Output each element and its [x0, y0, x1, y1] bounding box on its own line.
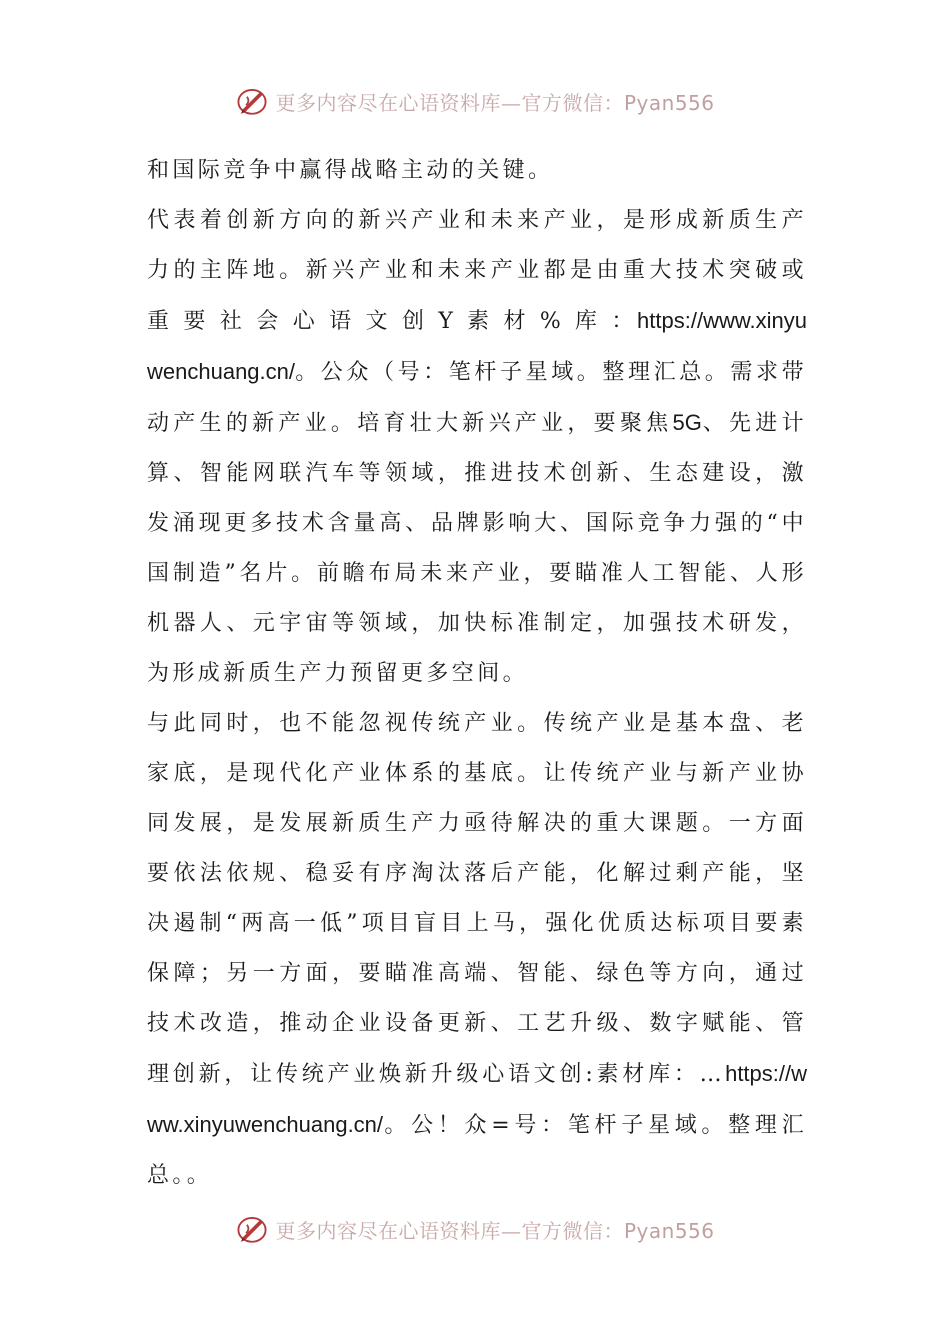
url-link[interactable]: https://www.xinyuwenchuang.cn/ [147, 1061, 807, 1137]
footer-watermark [0, 1212, 950, 1246]
document-body [147, 146, 807, 1201]
header-watermark [0, 84, 950, 118]
footer-wechat-id: Pyan556 [623, 1218, 715, 1243]
url-link[interactable]: https://www.xinyuwenchuang.cn/ [147, 308, 807, 384]
paragraph-2: 代表着创新方向的新兴产业和未来产业，是形成新质生产力的主阵地。新兴产业和未来产业都是由重大技术突破或重 要 社 会 心 语 文 创 Y 素 材 % 库 ：https://www.xinyuwenchuang.cn/。公众（号：笔杆子星域。整理汇总。需求带动产生的新产业。培育壮大新兴产业，要聚焦5G、先进计算、智能网联汽车等领域，推进技术创新、生态建设，激发涌现更多技术含量高、品牌影响大、国际竞争力强的“中国制造”名片。前瞻布局未来产业，要瞄准人工智能、人形机器人、元宇宙等领域，加快标准制定，加强技术研发，为形成新质生产力预留更多空间。 [147, 208, 807, 686]
paragraph-3: 与此同时，也不能忽视传统产业。传统产业是基本盘、老家底，是现代化产业体系的基底。让传统产业与新产业协同发展，是发展新质生产力亟待解决的重大课题。一方面要依法依规、稳妥有序淘汰落后产能，化解过剩产能，坚决遏制“两高一低”项目盲目上马，强化优质达标项目要素保障；另一方面，要瞄准高端、智能、绿色等方向，通过技术改造，推动企业设备更新、工艺升级、数字赋能、管理创新，让传统产业焕新升级心语文创:素材库：…https://www.xinyuwenchuang.cn/。公！众=号：笔杆子星域。整理汇总。。 [147, 711, 807, 1188]
footer-text: 更多内容尽在心语资料库—官方微信：Pyan556 [275, 1218, 715, 1243]
pen-logo-icon [235, 1212, 269, 1246]
header-wechat-id: Pyan556 [623, 90, 715, 115]
pen-logo-icon [235, 84, 269, 118]
header-text: 更多内容尽在心语资料库—官方微信：Pyan556 [275, 90, 715, 115]
paragraph-1: 和国际竞争中赢得战略主动的关键。 [147, 158, 554, 183]
